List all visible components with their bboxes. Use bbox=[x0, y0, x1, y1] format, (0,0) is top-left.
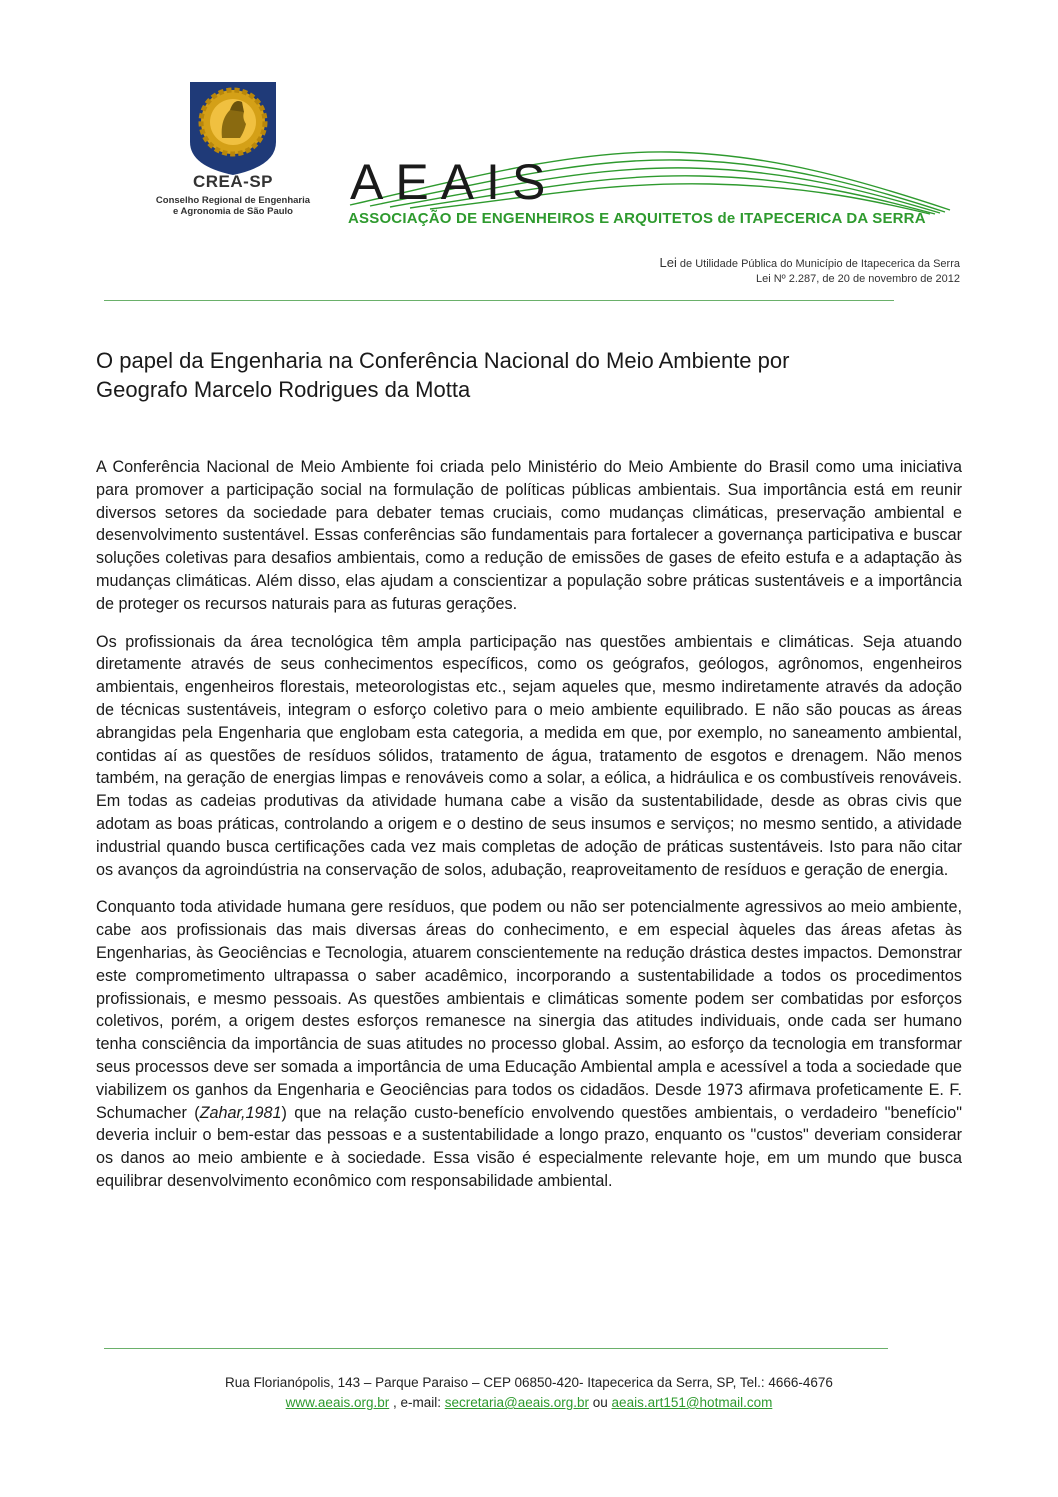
law-statement bbox=[660, 255, 960, 287]
article-body bbox=[96, 456, 962, 1208]
law-line1 bbox=[660, 255, 960, 272]
email-separator: ou bbox=[589, 1395, 612, 1410]
law-line1-rest: de Utilidade Pública do Município de Itapecerica da Serra bbox=[676, 258, 960, 270]
title-line1: O papel da Engenharia na Conferência Nacional do Meio Ambiente por bbox=[96, 348, 790, 373]
header-divider bbox=[104, 300, 894, 301]
aeais-subtitle: ASSOCIAÇÃO DE ENGENHEIROS E ARQUITETOS de ITAPECERICA DA SERRA bbox=[348, 210, 926, 227]
crea-subtitle-line1: Conselho Regional de Engenharia bbox=[155, 195, 311, 206]
footer-contacts bbox=[0, 1395, 1058, 1410]
citation-italic: Zahar,1981 bbox=[199, 1103, 282, 1122]
footer-address: Rua Florianópolis, 143 – Parque Paraiso – CEP 06850-420- Itapecerica da Serra, SP, Tel.: 4666-4676 bbox=[225, 1375, 833, 1390]
email-label: , e-mail: bbox=[389, 1395, 445, 1410]
website-link[interactable]: www.aeais.org.br bbox=[285, 1395, 390, 1410]
crea-subtitle bbox=[148, 195, 318, 217]
paragraph-3 bbox=[96, 896, 962, 1192]
footer-divider bbox=[104, 1348, 888, 1349]
aeais-logo-text: AEAIS bbox=[350, 154, 558, 210]
crea-subtitle-line2: e Agronomia de São Paulo bbox=[172, 206, 293, 217]
article-title bbox=[96, 346, 916, 404]
paragraph-3-part1: Conquanto toda atividade humana gere resíduos, que podem ou não ser potencialmente agressivos ao meio ambiente, cabe aos profissionais das mais diversas áreas do conhecimento, e em especial àqueles das áreas afetas às Engenharias, às Geociências e Tecnologia, atuarem conscientemente na redução drástica destes impactos. Demonstrar este comprometimento ultrapassa o saber acadêmico, incorporando a sustentabilidade a todos os procedimentos profissionais, e mesmo pessoais. As questões ambientais e climáticas somente podem ser combatidas por esforços coletivos, porém, a origem destes esforços remanesce na sinergia das atitudes individuais, onde cada ser humano tenha consciência da importância de suas atitudes no processo global. Assim, ao esforço da tecnologia em transformar seus processos deve ser somada a importância de uma Educação Ambiental ampla e acessível a toda a sociedade que viabilizem os ganhos da Engenharia e Geociências para todos os cidadãos. Desde 1973 afirmava profeticamente E. F. Schumacher ( bbox=[96, 898, 962, 1122]
email-link-secretaria[interactable]: secretaria@aeais.org.br bbox=[444, 1395, 590, 1410]
paragraph-2: Os profissionais da área tecnológica têm ampla participação nas questões ambientais e climáticas. Seja atuando diretamente através de seus conhecimentos específicos, como os geógrafos, geólogos, agrônomos, engenheiros ambientais, engenheiros florestais, meteorologistas etc., sejam aqueles que, mesmo indiretamente através da adoção de técnicas sustentáveis, integram o esforço coletivo para o meio ambiente equilibrado. E não são poucas as áreas abrangidas pela Engenharia que englobam esta categoria, a medida em que, por exemplo, no saneamento ambiental, contidas aí as questões de resíduos sólidos, tratamento de água, tratamento de esgotos e drenagem. Não menos também, na geração de energias limpas e renováveis como a solar, a eólica, a hidráulica e os combustíveis renováveis. Em todas as cadeias produtivas da atividade humana cabe a visão da sustentabilidade, desde as obras civis que adotam as boas práticas, controlando a origem e o destino de seus insumos e serviços; no mesmo sentido, a atividade industrial quando busca certificações cada vez mais completas de adoção de práticas sustentáveis. Isto para não citar os avanços da agroindústria na conservação de solos, adubação, reaproveitamento de resíduos e geração de energia. bbox=[96, 632, 962, 879]
title-line2: Geografo Marcelo Rodrigues da Motta bbox=[96, 377, 471, 402]
crea-shield-icon bbox=[186, 80, 280, 176]
law-line2: Lei Nº 2.287, de 20 de novembro de 2012 bbox=[756, 273, 960, 285]
crea-name: CREA-SP bbox=[192, 172, 273, 191]
paragraph-3-part2: ) que na relação custo-benefício envolvendo questões ambientais, o verdadeiro "benefício" deveria incluir o bem-estar das pessoas e a sustentabilidade a longo prazo, enquanto os "custos" deveriam considerar os danos ao meio ambiente e à sociedade. Essa visão é especialmente relevante hoje, em um mundo que busca equilibrar desenvolvimento econômico com responsabilidade ambiental. bbox=[96, 1103, 962, 1190]
paragraph-1: A Conferência Nacional de Meio Ambiente foi criada pelo Ministério do Meio Ambiente do Brasil como uma iniciativa para promover a participação social na formulação de políticas públicas ambientais. Sua importância está em reunir diversos setores da sociedade para debater temas cruciais, como mudanças climáticas, preservação ambiental e desenvolvimento sustentável. Essas conferências são fundamentais para fortalecer a governança participativa e buscar soluções coletivas para desafios ambientais, como a redução de emissões de gases de efeito estufa e a adaptação às mudanças climáticas. Além disso, elas ajudam a conscientizar a população sobre práticas sustentáveis e a importância de proteger os recursos naturais para as futuras gerações. bbox=[96, 458, 962, 613]
email-link-hotmail[interactable]: aeais.art151@hotmail.com bbox=[611, 1395, 773, 1410]
law-lead: Lei bbox=[659, 255, 677, 270]
